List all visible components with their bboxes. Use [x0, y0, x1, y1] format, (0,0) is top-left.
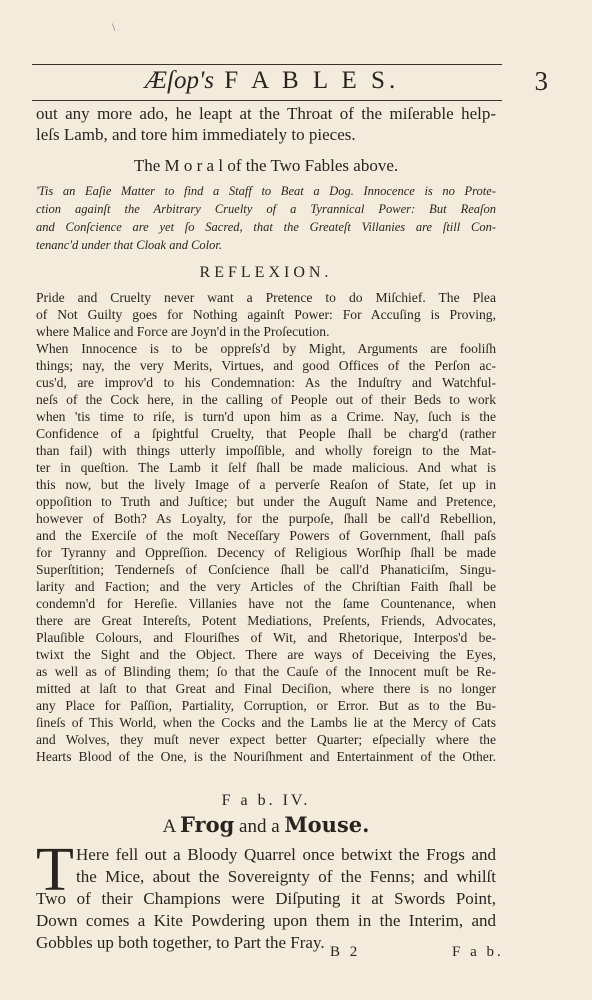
drop-cap: T — [36, 836, 74, 904]
running-title-fables: F A B L E S. — [224, 67, 400, 94]
reflexion-line: larity and Faction; and the very Articles of the Chriſtian Faith ſhall be — [36, 579, 496, 594]
reflexion-line: things; nay, the very Merits, Virtues, and good Offices of the Perſon ac- — [36, 358, 496, 373]
margin-mark: \ — [112, 20, 116, 34]
moral-line: and Conſcience are yet ſo Sacred, that the Greateſt Villanies are ſtill Con- — [36, 220, 496, 234]
reflexion-line: cus'd, are improv'd to his Condemnation: As the Induſtry and Watchful- — [36, 375, 496, 390]
reflexion-line: than fail) with things utterly impoſſible, and wholly foreign to the Mat- — [36, 443, 496, 458]
fable-title-frog: Frog — [180, 812, 235, 837]
reflexion-line: where Malice and Force are Joyn'd in the Proſecution. — [36, 324, 330, 339]
reflexion-line: there are Great Intereſts, Potent Mediations, Preſents, Friends, Advocates, — [36, 613, 496, 628]
page-number: 3 — [534, 66, 548, 96]
moral-line: 'Tis an Eaſie Matter to find a Staff to Beat a Dog. Innocence is no Prote- — [36, 184, 496, 198]
text-line: out any more ado, he leapt at the Throat of the miſerable help- — [36, 104, 496, 123]
reflexion-line: as well as of Blinding them; ſo that the Cauſe of the Innocent muſt be Re- — [36, 664, 496, 679]
signature-mark: B 2 — [330, 944, 361, 960]
reflexion-line: for Tyranny and Oppreſſion. Decency of Religious Worſhip ſhall be made — [36, 545, 496, 560]
running-title-author: Æſop's — [144, 67, 215, 94]
fable-line: Gobbles up both together, to Part the Fray. — [36, 933, 325, 952]
reflexion-line: mitted at laſt to that Great and Final Deciſion, where there is no longer — [36, 681, 496, 696]
reflexion-line: Hearts Blood of the One, is the Nouriſhment and Entertainment of the Other. — [36, 749, 496, 764]
reflexion-line: neſs of the Cock here, in the calling of People out of their Beds to work — [36, 392, 496, 407]
reflexion-line: condemn'd for Hereſie. Villanies have not the ſame Countenance, when — [36, 596, 496, 611]
reflexion-line: twixt the Sight and the Object. There are ways of Deceiving the Eyes, — [36, 647, 496, 662]
reflexion-line: When Innocence is to be oppreſs'd by Might, Arguments are fooliſh — [36, 341, 496, 356]
reflexion-line: and the Exerciſe of the moſt Neceſſary Powers of Government, ſhall paſs — [36, 528, 496, 543]
reflexion-line: of Not Guilty goes for Nothing againſt Power: For Accuſing is Proving, — [36, 307, 496, 322]
fable-title — [36, 812, 496, 838]
text-line: leſs Lamb, and tore him immediately to pieces. — [36, 125, 356, 144]
fable-line: the Mice, about the Sovereignty of the Fenns; and whilſt — [76, 867, 496, 886]
fable-line: Down comes a Kite Powdering upon them in the Interim, and — [36, 911, 496, 930]
fable-title-article: A — [162, 816, 176, 837]
header-rule-bottom — [32, 100, 502, 101]
fable-line: Here fell out a Bloody Quarrel once betwixt the Frogs and — [76, 845, 496, 864]
fable-label: F a b. IV. — [221, 792, 311, 809]
fable-title-mouse: Mouse. — [284, 812, 370, 837]
moral-heading: The M o r a l of the Two Fables above. — [133, 156, 399, 175]
reflexion-line: Confidence of a ſpightful Cruelty, that People ſhall be charg'd (rather — [36, 426, 496, 441]
reflexion-heading: REFLEXION. — [199, 264, 333, 281]
reflexion-line: this now, but the lively Image of a perverſe Reaſon of State, ſet up in — [36, 477, 496, 492]
fable-line: Two of their Champions were Diſputing it at Swords Point, — [36, 889, 496, 908]
reflexion-line: Plauſible Colours, and Flouriſhes of Wit, and Rhetorique, Interpos'd be- — [36, 630, 496, 645]
reflexion-line: Superſtition; Tenderneſs of Conſcience ſhall be call'd Phanaticiſm, Singu- — [36, 562, 496, 577]
reflexion-line: any Place for Paſſion, Partiality, Corruption, or Error. But as to the Bu- — [36, 698, 496, 713]
reflexion-line: oppoſition to Truth and Juſtice; but under the Auguſt Name and Pretence, — [36, 494, 496, 509]
moral-line: tenanc'd under that Cloak and Color. — [36, 238, 222, 252]
reflexion-line: when 'tis time to riſe, is turn'd upon him as a Crime. Nay, ſuch is the — [36, 409, 496, 424]
reflexion-line: ter in queſtion. The Lamb it ſelf ſhall be made malicious. And what is — [36, 460, 496, 475]
reflexion-line: however of Both? As Loyalty, for the purpoſe, ſhall be call'd Rebellion, — [36, 511, 496, 526]
reflexion-line: and Wolves, they muſt never expect better Quarter; eſpecially where the — [36, 732, 496, 747]
moral-line: ction againſt the Arbitrary Cruelty of a Tyrannical Power: But Reaſon — [36, 202, 496, 216]
reflexion-line: Pride and Cruelty never want a Pretence to do Miſchief. The Plea — [36, 290, 496, 305]
fable-title-and: and a — [239, 816, 280, 837]
reflexion-line: ſineſs of This World, when the Cocks and the Lambs lie at the Mercy of Cats — [36, 715, 496, 730]
catchword: F a b. — [452, 944, 504, 960]
running-title — [0, 64, 544, 98]
